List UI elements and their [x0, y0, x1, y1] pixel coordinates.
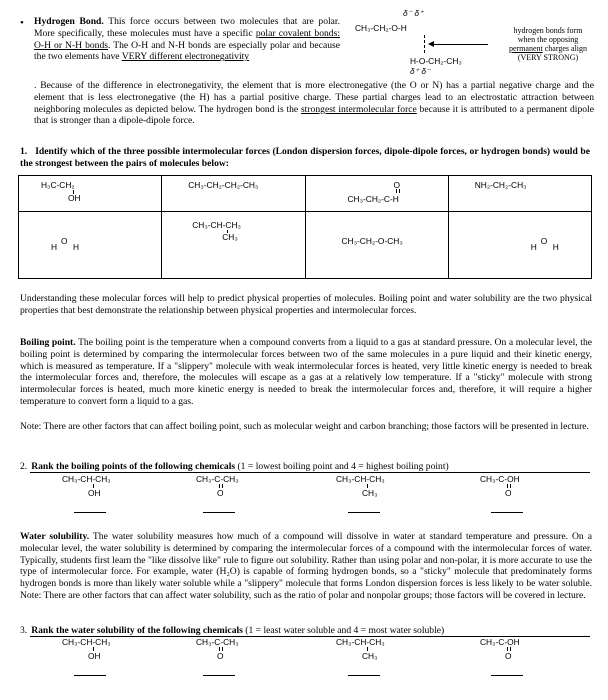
hbond-paragraph [34, 16, 340, 63]
q1-cell-4-top[interactable] [448, 176, 591, 212]
hbond-arrow-head [428, 41, 434, 47]
q1-isobutane-a: CH₃-CH-CH₃ [192, 220, 241, 230]
q3-mol1-bond [93, 647, 94, 651]
q1-ethanol-a: H₃C-CH₂ [41, 180, 75, 190]
boiling-note: Note: There are other factors that can affect boiling point, such as molecular weight and carbon branching; those factors will be presented in lecture. [20, 421, 589, 432]
q2-mol1-a: CH₃-CH-CH₃ [62, 474, 111, 484]
hbond-arrow [432, 44, 488, 45]
q1-cell-2-top[interactable] [162, 176, 305, 212]
q3-answer-1[interactable] [74, 675, 106, 676]
q1-table [18, 175, 592, 279]
q1-water-o: O [61, 236, 68, 246]
q2-mol2-a: CH₃-C-CH₃ [196, 474, 239, 484]
q1-ethanol-bond [73, 190, 74, 194]
q1-cell-4-bottom[interactable] [448, 212, 591, 279]
hbond-note [494, 26, 602, 62]
q2-number: 2. [20, 461, 28, 472]
hbond-paragraph-cont [34, 80, 594, 127]
hbond-note-2: when the opposing [517, 35, 579, 44]
hbond-note-5: (VERY STRONG) [517, 53, 579, 62]
q1-ethylamine: NH₂-CH₂-CH₃ [474, 180, 527, 190]
hbond-molecule-top: CH₃-CH₂-O-H [355, 23, 407, 33]
water-paragraph [20, 531, 592, 602]
q1-propanal-bond [396, 189, 400, 193]
q1-water-h1: H [51, 242, 58, 252]
q2-rest: (1 = lowest boiling point and 4 = highest boiling point) [235, 461, 449, 472]
water-title: Water solubility. [20, 531, 90, 542]
q1-text: Identify which of the three possible intermolecular forces (London dispersion forces, dipole-dipole forces, or hydrogen bonds) would be the strongest between the pairs of molecules below: [20, 146, 590, 169]
q2-mol2-b: O [217, 488, 224, 498]
hbond-charge-bottom: δ⁺ δ⁻ [410, 66, 431, 76]
q2-mol1-b: OH [88, 488, 101, 498]
hbond-title: Hydrogen Bond. [34, 16, 104, 27]
q1-cell-3-bottom[interactable] [305, 212, 448, 279]
hbond-molecule-bottom: H-O-CH₂-CH₃ [410, 56, 462, 66]
q1-number: 1. [20, 146, 28, 157]
q3-answer-2[interactable] [203, 675, 235, 676]
boiling-text: The boiling point is the temperature when a compound converts from a liquid to a gas at standard pressure. On a molecular level, the boiling point is determined by comparing the intermolecular forces between two of the same molecules in a pure liquid and their kinetic energy, which is measured as temperature. If a "slippery" molecule with weak intermolecular forces is heated, very little kinetic energy is needed to break the intermolecular forces and, therefore, the molecules will escape as a gas at a relatively low temperature. If a "sticky" molecule with strong intermolecular forces is heated, much more kinetic energy is needed to break the intermolecular forces and, therefore, it will require a higher temperature to convert form a liquid to a gas. [20, 337, 592, 407]
hbond-underline-3: strongest intermolecular force [300, 103, 417, 115]
q3-mol4-b: O [505, 651, 512, 661]
q1-cell-1-bottom[interactable] [19, 212, 162, 279]
q2-mol1-bond [93, 484, 94, 488]
q1-water-h2: H [73, 242, 80, 252]
q3-mol4-a: CH₃-C-OH [480, 637, 520, 647]
q1-propanal-o: O [393, 180, 401, 190]
hbond-underline-2: VERY different electronegativity [121, 51, 250, 63]
q3-mol2-b: O [217, 651, 224, 661]
hbond-note-1: hydrogen bonds form [513, 26, 583, 35]
q3-mol1-b: OH [88, 651, 101, 661]
hbond-dashes [424, 35, 425, 53]
hbond-text-1: This force occurs between two molecules that are polar. More specifically, these molecules must have a specific [34, 16, 340, 39]
q1-water2-o: O [540, 236, 548, 246]
q1-water2-h2: H [552, 242, 559, 252]
q1-propanal: CH₃-CH₂-C-H [347, 194, 399, 204]
q2-answer-1[interactable] [74, 512, 106, 513]
hbond-text-3: . Because of the difference in electronegativity, the element that is more electronegative (the O or N) has a partial negative charge and the element that is less electronegative (the H) has a partial positive charge. These partial charges lead to an electrostatic attraction between neighboring molecules as depicted below. The hydrogen bond is the [34, 80, 594, 115]
boiling-title: Boiling point. [20, 337, 76, 348]
q2-answer-3[interactable] [348, 512, 380, 513]
q1-cell-1-top[interactable] [19, 176, 162, 212]
hbond-note-4: charges align [542, 44, 588, 53]
q2-answer-2[interactable] [203, 512, 235, 513]
understanding-paragraph: Understanding these molecular forces will help to predict physical properties of molecules. Boiling point and water solubility are the two physical properties that best demonstrate the relationship between physical properties and intermolecular forces. [20, 293, 592, 316]
q2-mol4-a: CH₃-C-OH [480, 474, 520, 484]
q3-number: 3. [20, 625, 28, 636]
q3-mol3-b: CH₃ [362, 651, 378, 661]
q2-mol3-b: CH₃ [362, 488, 378, 498]
q3-mol3-a: CH₃-CH-CH₃ [336, 637, 385, 647]
q3-answer-3[interactable] [348, 675, 380, 676]
q1-ethanol-b: OH [68, 193, 81, 203]
hbond-underline-1: polar covalent bonds: O-H or N-H bonds [34, 27, 340, 51]
hbond-note-permanent: permanent [508, 44, 543, 53]
q1-cell-2-bottom[interactable] [162, 212, 305, 279]
hbond-text-2: . The O-H and N-H bonds are especially polar and because the two elements have [34, 39, 340, 63]
hbond-bullet: • [20, 17, 24, 29]
q2-mol4-b: O [505, 488, 512, 498]
q1-butane: CH₃-CH₂-CH₂-CH₃ [188, 180, 259, 190]
q3-mol1-a: CH₃-CH-CH₃ [62, 637, 111, 647]
q2-answer-4[interactable] [491, 512, 523, 513]
q2-bold: Rank the boiling points of the following chemicals [31, 461, 236, 472]
q3-answer-4[interactable] [491, 675, 523, 676]
q1-water2-h1: H [530, 242, 537, 252]
q3-bold: Rank the water solubility of the following chemicals [31, 625, 243, 636]
q3-rest: (1 = least water soluble and 4 = most water soluble) [242, 625, 445, 636]
boiling-paragraph [20, 337, 592, 408]
q1-cell-3-top[interactable] [305, 176, 448, 212]
q3-mol2-a: CH₃-C-CH₃ [196, 637, 239, 647]
q2-underline [30, 472, 590, 473]
hbond-text-4: because it is attributed to a permanent dipole that is stronger than a dipole-dipole force. [34, 103, 594, 127]
hbond-charge-top: δ⁻ δ⁺ [403, 8, 424, 18]
water-text: The water solubility measures how much of a compound will dissolve in water at standard temperature and pressure. On a molecular level, the water solubility is determined by comparing the intermolecular forces of a compound with the intermolecular forces of water. Typically, students first learn the "like dissolve like" rule to figure out solubility. Rather than using polar and non-polar, it is more accurate to use the type of intermolecular force. For example, water (H₂O) is capable of forming hydrogen bonds, so a "sticky" molecule that predominately forms hydrogen bonds is more than likely water soluble while a "slippery" molecule that forms London dispersion forces is less likely to be water soluble. Note: There are other factors that can affect water solubility, such as the ratio of polar and nonpolar groups; those factors will be covered in lecture. [20, 531, 592, 601]
q1-ether: CH₃-CH₂-O-CH₃ [341, 236, 403, 246]
hbond-note-3 [494, 44, 602, 53]
q1-isobutane-b: CH₃ [222, 232, 238, 242]
q1-prompt [20, 146, 590, 170]
q2-mol3-a: CH₃-CH-CH₃ [336, 474, 385, 484]
